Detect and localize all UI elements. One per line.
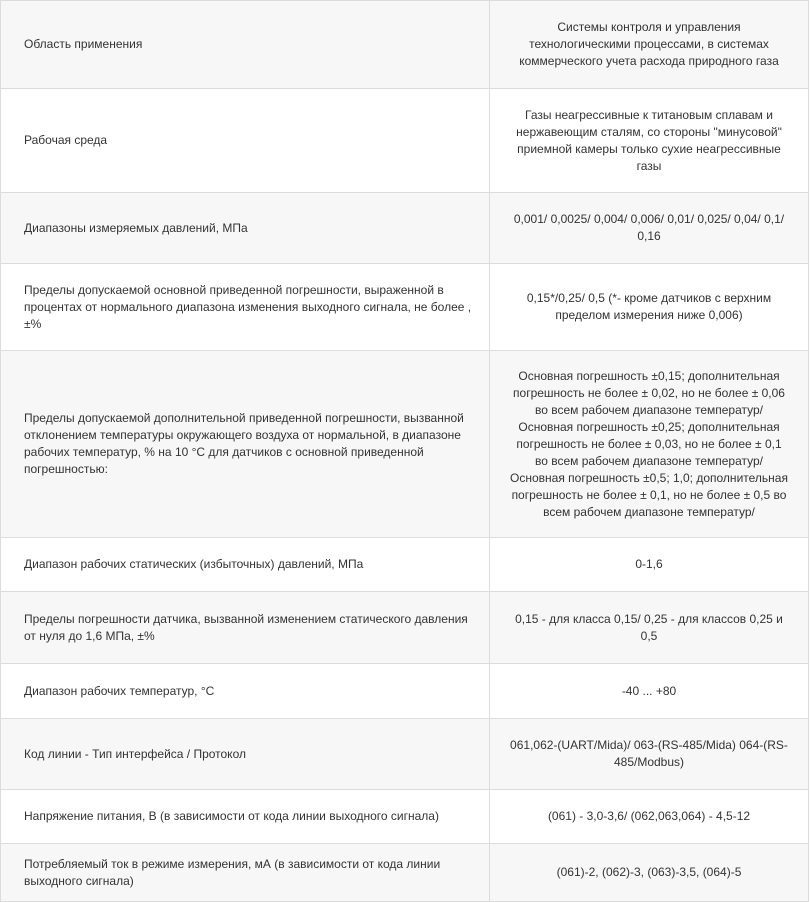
table-row	[1, 538, 809, 592]
row-label: Напряжение питания, В (в зависимости от кода линии выходного сигнала)	[1, 790, 490, 844]
row-label: Область применения	[1, 1, 490, 89]
value-line: Основная погрешность ±0,15; дополнительная погрешность не более ± 0,02, но не более ± 0,06 во всем рабочем диапазоне температур/	[513, 368, 785, 417]
row-value: 061,062-(UART/Mida)/ 063-(RS-485/Mida) 064-(RS-485/Modbus)	[490, 719, 809, 790]
row-value	[490, 351, 809, 538]
row-label: Потребляемый ток в режиме измерения, мА (в зависимости от кода линии выходного сигнала)	[1, 844, 490, 902]
row-label: Диапазоны измеряемых давлений, МПа	[1, 193, 490, 264]
row-value: (061) - 3,0-3,6/ (062,063,064) - 4,5-12	[490, 790, 809, 844]
value-line: Основная погрешность ±0,5; 1,0; дополнительная погрешность не более ± 0,1, но не более ± 0,5 во всем рабочем диапазоне температур/	[510, 470, 788, 519]
row-value: (061)-2, (062)-3, (063)-3,5, (064)-5	[490, 844, 809, 902]
row-value: Системы контроля и управления технологическими процессами, в системах коммерческого учета расхода природного газа	[490, 1, 809, 89]
table-row	[1, 664, 809, 719]
row-label: Диапазон рабочих статических (избыточных) давлений, МПа	[1, 538, 490, 592]
row-value: -40 ... +80	[490, 664, 809, 719]
table-row	[1, 844, 809, 902]
row-value: 0-1,6	[490, 538, 809, 592]
row-value: 0,001/ 0,0025/ 0,004/ 0,006/ 0,01/ 0,025/ 0,04/ 0,1/ 0,16	[490, 193, 809, 264]
row-value: 0,15 - для класса 0,15/ 0,25 - для классов 0,25 и 0,5	[490, 592, 809, 664]
row-value: Газы неагрессивные к титановым сплавам и нержавеющим сталям, со стороны "минусовой" приемной камеры только сухие неагрессивные газы	[490, 89, 809, 193]
row-label: Пределы допускаемой основной приведенной погрешности, выраженной в процентах от нормального диапазона изменения выходного сигнала, не более , ±%	[1, 264, 490, 351]
table-row	[1, 351, 809, 538]
table-row	[1, 193, 809, 264]
row-label: Рабочая среда	[1, 89, 490, 193]
row-label: Код линии - Тип интерфейса / Протокол	[1, 719, 490, 790]
table-row	[1, 790, 809, 844]
row-value: 0,15*/0,25/ 0,5 (*- кроме датчиков с верхним пределом измерения ниже 0,006)	[490, 264, 809, 351]
table-row	[1, 719, 809, 790]
table-row	[1, 1, 809, 89]
value-line: Основная погрешность ±0,25; дополнительная погрешность не более ± 0,03, но не более ± 0,1 во всем рабочем диапазоне температур/	[516, 419, 782, 468]
table-row	[1, 264, 809, 351]
row-label: Пределы погрешности датчика, вызванной изменением статического давления от нуля до 1,6 МПа, ±%	[1, 592, 490, 664]
row-label: Пределы допускаемой дополнительной приведенной погрешности, вызванной отклонением температуры окружающего воздуха от нормальной, в диапазоне рабочих температур, % на 10 °С для датчиков с основной приведенной погрешностью:	[1, 351, 490, 538]
table-row	[1, 89, 809, 193]
row-label: Диапазон рабочих температур, °С	[1, 664, 490, 719]
table-row	[1, 592, 809, 664]
